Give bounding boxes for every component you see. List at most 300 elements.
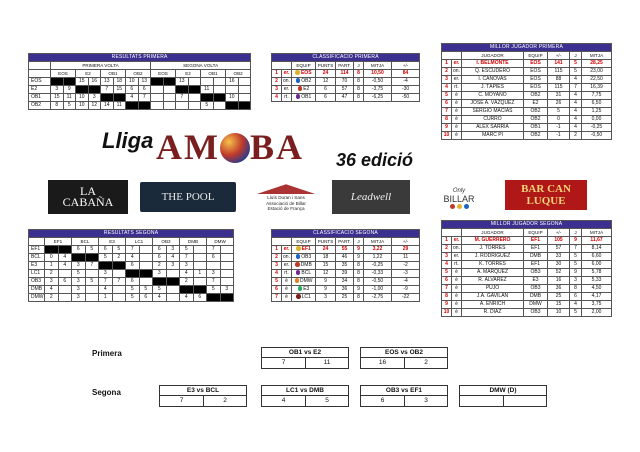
team-cell: OB2 [524,116,548,124]
diagonal-block [207,294,221,302]
fixture-score-b: 2 [404,358,447,368]
score-cell: 5 [153,286,167,294]
score-cell: 3 [45,278,59,286]
fixture-score-a: 7 [179,397,184,404]
score-cell: 11 [113,102,126,110]
table-row [442,301,612,309]
score-cell: 13 [176,78,189,86]
mitja-cell: -6,25 [364,94,392,102]
position: 7 [442,108,452,116]
team-name: E2 [303,86,310,92]
team-cell: OB2 [524,92,548,100]
table-row [29,102,251,110]
ordinal: è [452,132,462,140]
score-cell: 13 [101,78,114,86]
diff-cell: -9 [392,286,420,294]
ordinal: er. [282,262,292,270]
diff-cell: 15 [548,301,570,309]
score-cell: 5 [201,102,214,110]
table-row [272,294,420,302]
score-cell: 1 [193,270,207,278]
score-cell: 4 [180,294,194,302]
team-name: OB1 [301,94,312,100]
pts-cell: 15 [316,262,336,270]
mitja-cell: 0,00 [582,116,612,124]
ordinal: è [452,124,462,132]
position: 1 [442,60,452,68]
j-cell: 8 [354,278,364,286]
score-cell [188,78,201,86]
diff-cell: 52 [548,269,570,277]
team-cell: EOS [524,60,548,68]
j-cell: 4 [570,100,582,108]
ordinal: è [452,293,462,301]
mitja-cell: 8,14 [582,245,612,253]
score-cell: 5 [126,286,140,294]
diff-cell: -22 [392,294,420,302]
score-cell [112,294,126,302]
team-cell: EF1 [524,261,548,269]
class-segona-title: CLASSIFICACIÓ SEGONA [272,230,420,238]
score-cell: 6 [126,278,140,286]
diff-cell: -4 [392,78,420,86]
col-header: +/- [392,238,420,246]
score-cell [139,262,153,270]
class-segona-table [271,229,420,302]
score-cell: 7 [176,94,189,102]
score-cell: 5 [63,102,76,110]
diagonal-block [99,262,113,270]
diagonal-block [213,94,226,102]
j-cell: 4 [570,124,582,132]
team-name: LC1 [301,294,311,300]
score-cell: 6 [58,278,72,286]
score-cell: 4 [166,254,180,262]
col-header: MITJA [364,62,392,70]
table-row [442,108,612,116]
fixture-primera-2 [360,347,448,369]
name-cell: CURRO [462,116,524,124]
table-row [442,253,612,261]
score-cell [176,102,189,110]
mitja-cell: 1,25 [582,108,612,116]
diagonal-block [45,246,59,254]
score-cell: 10 [76,102,89,110]
score-cell [151,102,164,110]
j-cell: 5 [570,68,582,76]
score-cell: 5 [139,286,153,294]
col-header: EQUIP [292,62,316,70]
ordinal: è [452,269,462,277]
table-row [442,84,612,92]
team-cell [292,270,316,278]
ordinal: er. [452,253,462,261]
team-name: E3 [303,286,310,292]
results-primera-table [28,53,251,110]
ordinal: è [452,309,462,317]
col-header: OB2 [126,70,151,78]
part-cell: 35 [336,262,354,270]
position: 3 [442,76,452,84]
score-cell: 18 [113,78,126,86]
score-cell: 3 [51,86,64,94]
table-row [29,262,234,270]
position: 2 [272,254,282,262]
segona-volta-header: SEGONA VOLTA [151,62,251,70]
score-cell: 6 [139,294,153,302]
score-cell: 7 [126,246,140,254]
j-cell: 7 [570,245,582,253]
part-cell: 25 [336,294,354,302]
diagonal-block [226,102,239,110]
mitja-cell: 5,33 [582,277,612,285]
score-cell: 3 [72,286,86,294]
score-cell: 2 [45,294,59,302]
col-header: MITJA [582,52,612,60]
table-row [272,270,420,278]
team-name: EF1 [29,246,45,254]
score-cell: 3 [166,262,180,270]
team-cell: OB2 [524,108,548,116]
j-cell: 9 [570,237,582,245]
j-cell: 5 [570,60,582,68]
score-cell [238,94,251,102]
diagonal-block [85,254,99,262]
score-cell: 5 [72,270,86,278]
billiard-ball-icon [296,294,301,299]
j-cell: 2 [570,132,582,140]
name-cell: Q. ESCUDERO [462,68,524,76]
team-cell: OB3 [524,269,548,277]
score-cell: 0 [45,254,59,262]
score-cell [188,94,201,102]
mitja-cell: 6,50 [582,100,612,108]
name-cell: I. CÀNOVAS [462,76,524,84]
team-cell: E2 [524,100,548,108]
score-cell [58,286,72,294]
diff-cell: 11 [392,254,420,262]
col-header: JUGADOR [462,52,524,60]
score-cell [163,86,176,94]
col-header: MITJA [582,229,612,237]
ordinal: rt. [452,84,462,92]
diff-cell: -1 [548,124,570,132]
position: 5 [442,92,452,100]
billiard-balls-icon [450,204,469,209]
diagonal-block [113,94,126,102]
team-name: OB1 [29,94,51,102]
diagonal-block [88,86,101,94]
diff-cell: 88 [548,76,570,84]
col-header: EQUIP [524,229,548,237]
amoba-logo-pre: AM [156,127,220,167]
score-cell: 3 [72,262,86,270]
diagonal-block [51,78,64,86]
results-segona-title: RESULTATS SEGONA [29,230,234,238]
position: 9 [442,124,452,132]
mitja-cell: -0,25 [582,124,612,132]
j-cell: 9 [570,269,582,277]
pts-cell: 6 [316,86,336,94]
diff-cell: 31 [548,92,570,100]
name-cell: MARC PI [462,132,524,140]
score-cell [139,246,153,254]
score-cell: 15 [76,78,89,86]
table-row [442,132,612,140]
team-name: BCL [301,270,312,276]
position: 3 [272,86,282,94]
fixture-segona-4 [459,385,547,407]
table-row [442,76,612,84]
team-cell: EOS [524,76,548,84]
score-cell: 6 [126,262,140,270]
col-header: EF1 [45,238,72,246]
col-header: EQUIP [524,52,548,60]
position: 9 [442,301,452,309]
diff-cell: 84 [392,70,420,78]
col-header: PART. [336,62,354,70]
diff-cell: -1 [548,132,570,140]
mitja-cell: 4,17 [582,293,612,301]
fixture-match: LC1 vs DMB [262,386,348,396]
col-header: E2 [176,70,201,78]
score-cell: 5 [99,254,113,262]
score-cell: 14 [101,102,114,110]
ordinal: è [282,294,292,302]
billiard-ball-icon [296,78,301,83]
name-cell: R. DÍAZ [462,309,524,317]
j-cell: 6 [570,293,582,301]
billiard-ball-icon [296,94,301,99]
team-name: E3 [29,262,45,270]
ordinal: er. [282,246,292,254]
team-name: DMB [300,262,312,268]
score-cell [207,262,221,270]
fixture-score-b: 5 [305,396,348,406]
j-cell: 4 [570,92,582,100]
col-header: JUGADOR [462,229,524,237]
score-cell: 3 [166,246,180,254]
col-header: EOS [51,70,76,78]
sponsor-duran-line1: Lluís Duran i Sans [267,195,305,201]
score-cell [112,286,126,294]
score-cell: 2 [153,262,167,270]
sponsor-the-pool-logo: THE POOL [140,182,236,212]
primera-volta-header: PRIMERA VOLTA [51,62,151,70]
score-cell [220,270,234,278]
diff-cell: 0 [548,116,570,124]
mitja-cell: 6,60 [582,253,612,261]
col-header: PUNTS [316,238,336,246]
j-cell: 8 [354,94,364,102]
mitja-cell: -0,50 [364,278,392,286]
ordinal: on. [453,68,460,74]
diagonal-block [139,270,153,278]
part-cell: 47 [336,94,354,102]
score-cell: 7 [85,262,99,270]
ordinal: rt. [282,94,292,102]
col-header: +/- [392,62,420,70]
name-cell: ÀLEX SARRIÀ [462,124,524,132]
j-cell: 8 [354,270,364,278]
score-cell: 3 [220,286,234,294]
ordinal: è [452,108,462,116]
ordinal: er. [452,60,462,68]
sponsor-billar-line2: BILLAR [443,194,475,204]
position: 1 [442,237,452,245]
team-cell [292,262,316,270]
score-cell [193,278,207,286]
col-header: DMW [207,238,234,246]
diff-cell: 16 [548,277,570,285]
team-cell: EOS [524,84,548,92]
j-cell: 9 [354,246,364,254]
table-row [29,278,234,286]
position: 5 [272,278,282,286]
part-cell: 57 [336,86,354,94]
score-cell: 10 [126,78,139,86]
table-row [272,262,420,270]
billiard-ball-icon [296,254,301,259]
diagonal-block [176,86,189,94]
score-cell: 2 [112,254,126,262]
score-cell: 4 [58,254,72,262]
team-name: DMW [29,294,45,302]
j-cell: 8 [354,262,364,270]
fixture-segona-3 [360,385,448,407]
name-cell: K. TORRES [462,261,524,269]
score-cell: 6 [193,294,207,302]
diff-cell: -4 [392,278,420,286]
best-primera-title: MILLOR JUGADOR PRIMERA [442,44,612,52]
fixture-match: EOS vs OB2 [361,348,447,358]
fixture-score-b: 11 [305,358,348,368]
score-cell [85,286,99,294]
amoba-logo [156,126,304,168]
score-cell: 5 [112,246,126,254]
edition-label: 36 edició [336,150,414,170]
col-header: BCL [72,238,99,246]
team-cell: E3 [524,277,548,285]
score-cell: 6 [153,254,167,262]
ordinal: er. [452,76,462,84]
table-row [272,278,420,286]
sponsor-bar-can-luque-logo: BAR CAN LUQUE [505,180,587,210]
col-header: DMB [180,238,207,246]
score-cell: 16 [88,78,101,86]
score-cell [238,78,251,86]
roof-icon [256,184,316,194]
ordinal: rt. [282,270,292,278]
score-cell: 6 [153,246,167,254]
table-row [29,254,234,262]
team-cell [292,286,316,294]
position: 6 [272,286,282,294]
team-name: BCL [29,254,45,262]
score-cell: 7 [207,246,221,254]
name-cell: PUJO [462,285,524,293]
fixture-match: DMW (D) [460,386,546,396]
sponsor-duran-logo [248,180,324,216]
pts-cell: 12 [316,78,336,86]
col-header: J [354,62,364,70]
score-cell: 5 [126,294,140,302]
fixtures-primera-label: Primera [92,349,122,358]
position: 1 [272,246,282,254]
score-cell: 3 [180,262,194,270]
pts-cell: 9 [316,286,336,294]
score-cell [58,270,72,278]
sponsor-la-cabana-line2: CABAÑA [62,195,114,209]
score-cell: 4 [153,294,167,302]
billiard-ball-icon [298,86,303,91]
diff-cell: 10 [548,309,570,317]
team-cell: OB2 [524,132,548,140]
score-cell: 2 [180,278,194,286]
col-header: +/- [548,229,570,237]
score-cell [238,86,251,94]
part-cell: 70 [336,78,354,86]
position: 4 [442,84,452,92]
team-cell: DMW [524,301,548,309]
score-cell [188,102,201,110]
diff-cell: -3 [392,270,420,278]
sponsor-only-billar-logo [424,184,494,212]
col-header: OB1 [101,70,126,78]
score-cell: 1 [99,294,113,302]
diff-cell: 57 [548,245,570,253]
score-cell [139,254,153,262]
score-cell: 7 [101,86,114,94]
table-row [272,94,420,102]
score-cell [139,278,153,286]
table-row [29,94,251,102]
team-name: OB2 [29,102,51,110]
mitja-cell: 1,22 [364,254,392,262]
fixture-match: OB3 vs EF1 [361,386,447,396]
team-name: OB3 [301,254,312,260]
j-cell: 5 [570,309,582,317]
team-cell: EOS [524,68,548,76]
pts-cell: 3 [316,294,336,302]
ordinal: er. [282,70,292,78]
mitja-cell: 16,39 [582,84,612,92]
billiard-ball-icon [295,70,300,75]
j-cell: 5 [570,261,582,269]
score-cell: 16 [226,78,239,86]
diff-cell: 105 [548,237,570,245]
score-cell: 12 [88,102,101,110]
col-header: LC1 [126,238,153,246]
fixture-score-a: 7 [281,359,286,366]
mitja-cell: -0,33 [364,270,392,278]
col-header: J [354,238,364,246]
lliga-title: Lliga [102,128,154,153]
team-name: DMB [29,286,45,294]
score-cell: 2 [45,270,59,278]
name-cell: M. GUERRERO [462,237,524,245]
score-cell: 7 [138,94,151,102]
part-cell: 55 [336,246,354,254]
score-cell: 4 [99,286,113,294]
score-cell: 7 [99,278,113,286]
score-cell: 7 [112,278,126,286]
col-header: +/- [548,52,570,60]
best-segona-table [441,220,612,317]
sponsor-billar-line1: Only [452,188,466,194]
ordinal: è [452,116,462,124]
pts-cell: 9 [316,278,336,286]
